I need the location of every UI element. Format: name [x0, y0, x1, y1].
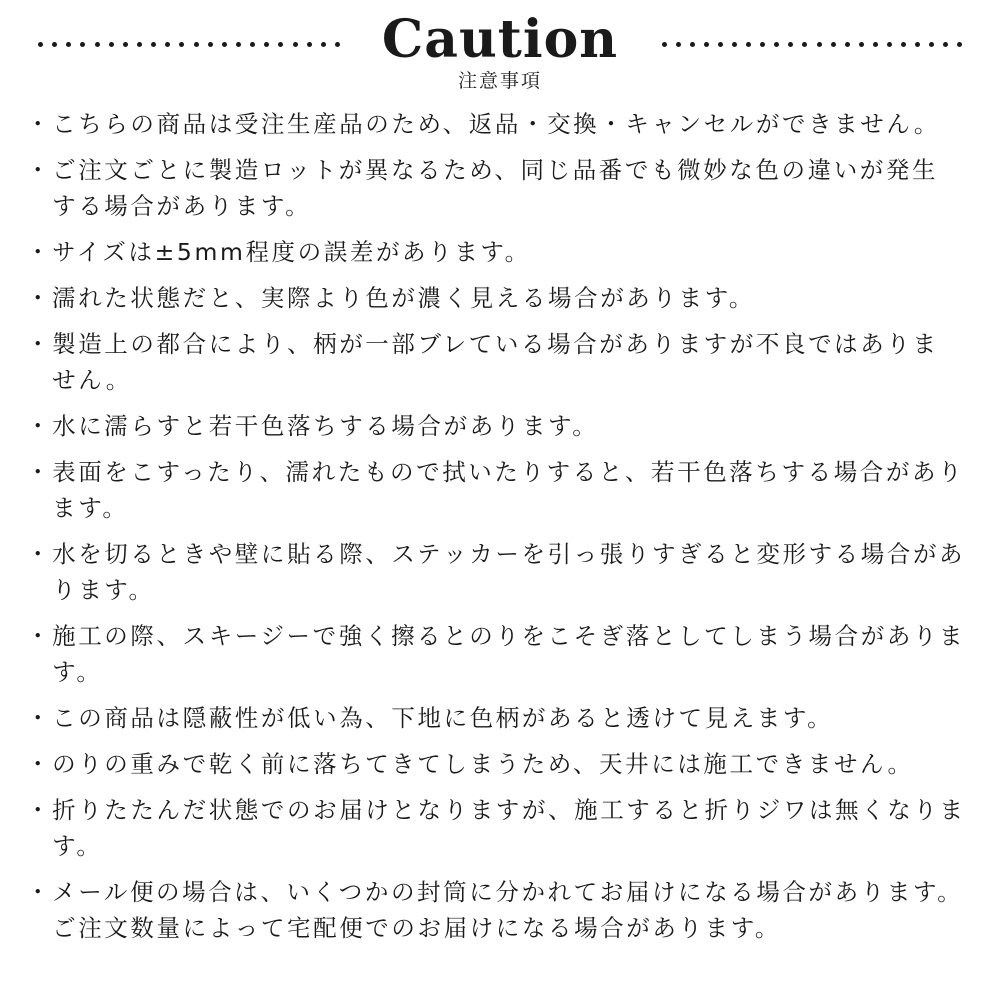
note-text: こちらの商品は受注生産品のため、返品・交換・キャンセルができません。: [52, 110, 940, 138]
note-text: 施工の際、スキージーで強く擦るとのりをこそぎ落としてしまう場合がありま す。: [52, 622, 966, 686]
note-text: 折りたたんだ状態でのお届けとなりますが、施工すると折りジワは無くなりま す。: [52, 796, 966, 860]
note-text: のりの重みで乾く前に落ちてきてしまうため、天井には施工できません。: [52, 750, 914, 778]
note-text: メール便の場合は、いくつかの封筒に分かれてお届けになる場合があります。 ご注文数量によって宅配便でのお届けになる場合があります。: [52, 878, 964, 942]
note-text: 濡れた状態だと、実際より色が濃く見える場合があります。: [52, 284, 755, 312]
page-subtitle: 注意事項: [457, 70, 542, 92]
note-item: [26, 234, 988, 270]
note-text: 製造上の都合により、柄が一部ブレている場合がありますが不良ではありま せん。: [52, 330, 939, 394]
note-item: [26, 280, 988, 316]
caution-notes-list: [26, 106, 988, 956]
bullet-mark: ・: [26, 704, 53, 732]
note-item: [26, 152, 988, 224]
note-item: [26, 792, 988, 864]
divider-dot: [817, 42, 822, 47]
note-item: [26, 536, 988, 608]
divider-dot: [732, 42, 737, 47]
divider-dot: [788, 42, 793, 47]
divider-dot: [915, 42, 920, 47]
bullet-mark: ・: [26, 330, 53, 358]
divider-dot: [845, 42, 850, 47]
divider-dot: [887, 42, 892, 47]
note-text: この商品は隠蔽性が低い為、下地に色柄があると透けて見えます。: [52, 704, 834, 732]
divider-dot: [873, 42, 878, 47]
bullet-mark: ・: [26, 412, 53, 440]
divider-dot: [957, 42, 962, 47]
bullet-mark: ・: [26, 750, 53, 778]
divider-dot: [831, 42, 836, 47]
divider-dot: [929, 42, 934, 47]
note-item: [26, 874, 988, 946]
bullet-mark: ・: [26, 110, 53, 138]
note-item: [26, 454, 988, 526]
note-item: [26, 106, 988, 142]
bullet-mark: ・: [26, 156, 53, 184]
divider-dot: [859, 42, 864, 47]
divider-dot: [760, 42, 765, 47]
note-item: [26, 326, 988, 398]
bullet-mark: ・: [26, 878, 53, 906]
divider-dot: [676, 42, 681, 47]
divider-dot: [718, 42, 723, 47]
note-item: [26, 618, 988, 690]
divider-dot: [746, 42, 751, 47]
note-text: サイズは±5mm程度の誤差があります。: [52, 238, 531, 266]
note-item: [26, 408, 988, 444]
bullet-mark: ・: [26, 238, 53, 266]
divider-dot: [690, 42, 695, 47]
caution-header: [0, 0, 1000, 100]
divider-dot: [901, 42, 906, 47]
page-title: Caution: [381, 9, 619, 70]
note-text: 表面をこすったり、濡れたもので拭いたりすると、若干色落ちする場合があり ます。: [52, 458, 965, 522]
note-text: 水に濡らすと若干色落ちする場合があります。: [52, 412, 599, 440]
bullet-mark: ・: [26, 540, 53, 568]
bullet-mark: ・: [26, 622, 53, 650]
dotted-divider-right: [662, 40, 962, 48]
divider-dot: [774, 42, 779, 47]
bullet-mark: ・: [26, 284, 53, 312]
divider-dot: [704, 42, 709, 47]
divider-dot: [662, 42, 667, 47]
note-text: 水を切るときや壁に貼る際、ステッカーを引っ張りすぎると変形する場合があ ります。: [52, 540, 966, 604]
bullet-mark: ・: [26, 458, 53, 486]
note-text: ご注文ごとに製造ロットが異なるため、同じ品番でも微妙な色の違いが発生 する場合があります。: [52, 156, 939, 220]
note-item: [26, 700, 988, 736]
divider-dot: [943, 42, 948, 47]
divider-dot: [802, 42, 807, 47]
bullet-mark: ・: [26, 796, 53, 824]
note-item: [26, 746, 988, 782]
